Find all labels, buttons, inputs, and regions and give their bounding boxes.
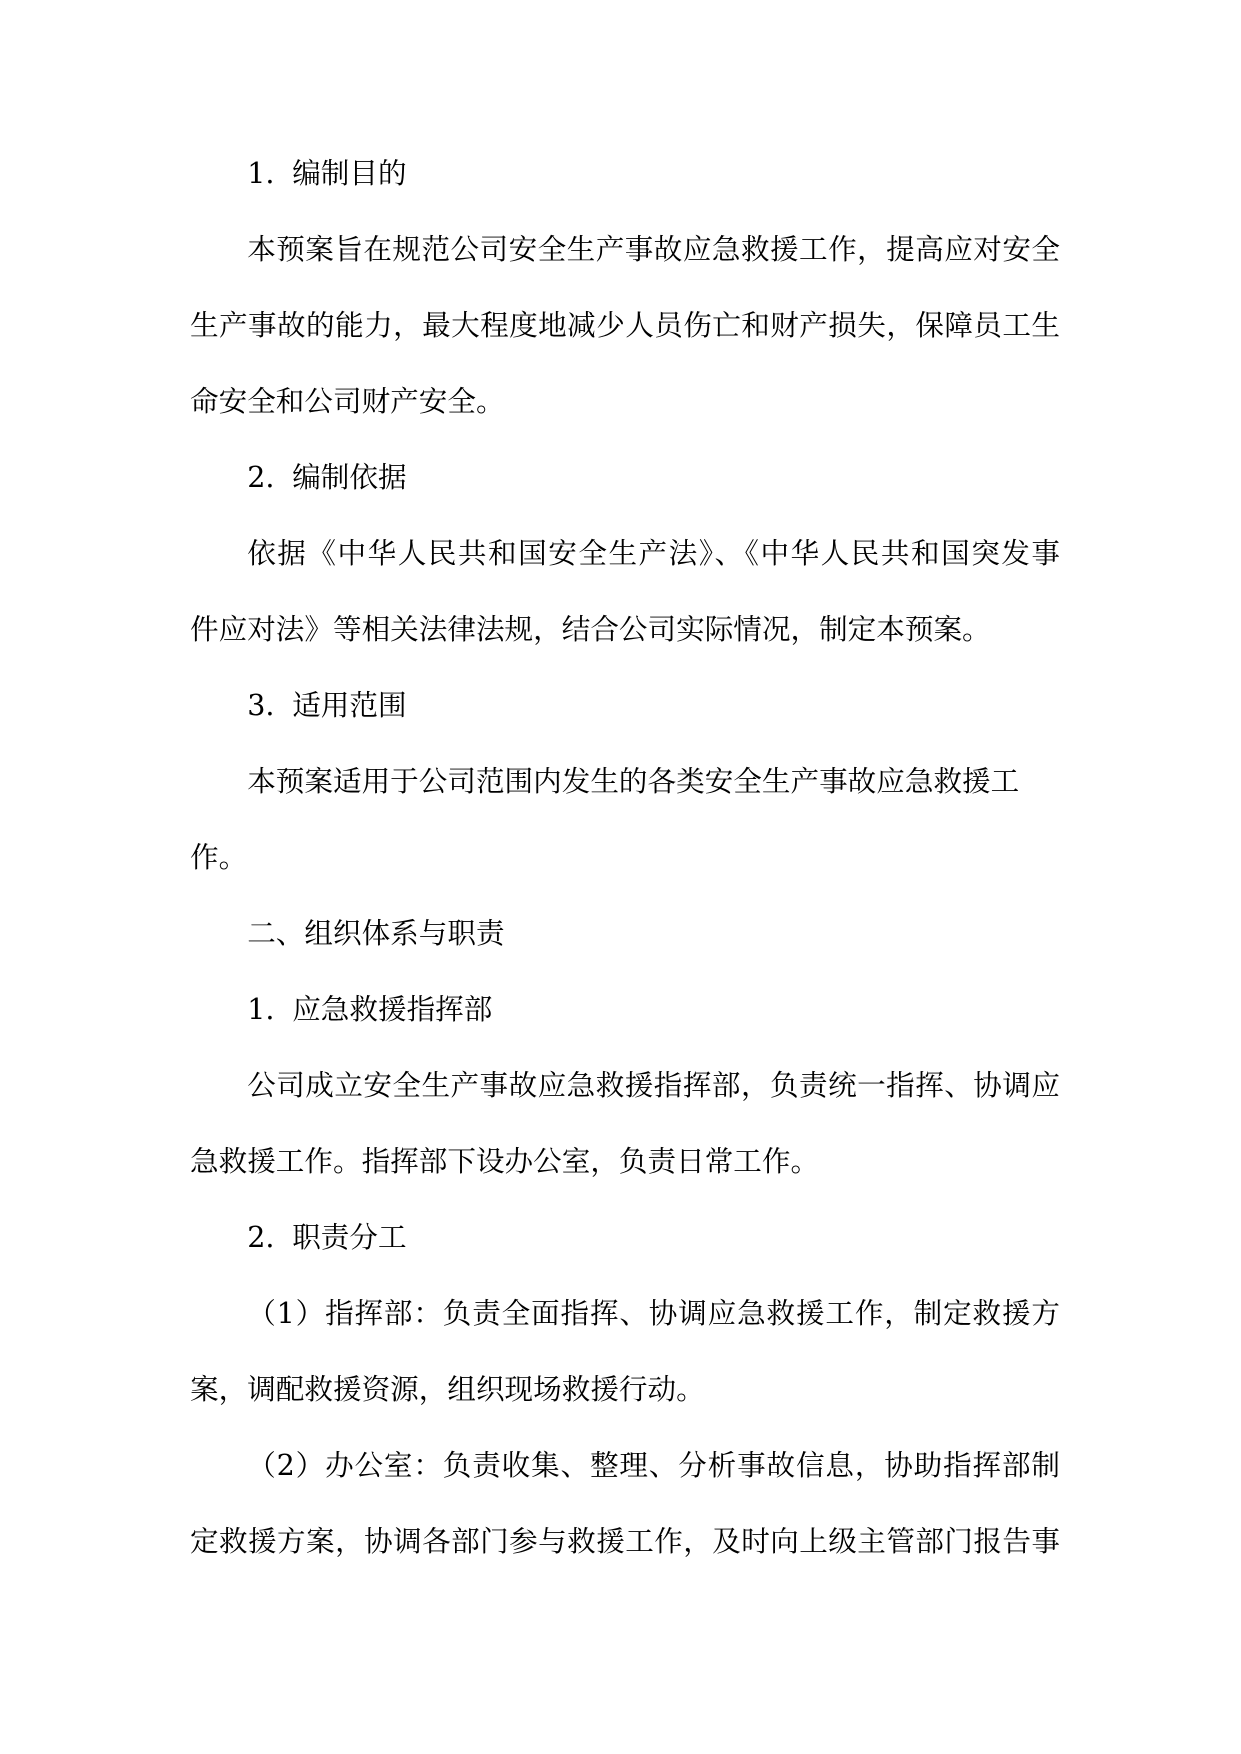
heading-number: 3. [247,688,275,722]
paragraph-line: 公司成立安全生产事故应急救援指挥部，负责统一指挥、协调应 [247,1068,1060,1102]
paragraph-line: 本预案适用于公司范围内发生的各类安全生产事故应急救援工 [247,764,1020,798]
heading-basis [190,439,1060,515]
document-body [190,135,1060,1579]
duty-item-line: 案，调配救援资源，组织现场救援行动。 [190,1372,705,1406]
paragraph-line: 急救援工作。指挥部下设办公室，负责日常工作。 [190,1144,820,1178]
paragraph-line: 命安全和公司财产安全。 [190,384,505,418]
heading-duties [190,1199,1060,1275]
paragraph-line: 作。 [190,840,248,874]
duty-item-line: （1）指挥部：负责全面指挥、协调应急救援工作，制定救援方 [247,1296,1060,1330]
heading-title: 编制依据 [292,460,407,494]
paragraph-line: 依据《中华人民共和国安全生产法》、《中华人民共和国突发事 [247,536,1060,570]
section-heading: 二、组织体系与职责 [247,916,505,950]
heading-title: 应急救援指挥部 [292,992,493,1026]
heading-title: 编制目的 [292,156,407,190]
heading-number: 2. [247,460,275,494]
heading-scope [190,667,1060,743]
heading-purpose [190,135,1060,211]
heading-title: 适用范围 [292,688,407,722]
heading-number: 2. [247,1220,275,1254]
paragraph-line: 件应对法》等相关法律法规，结合公司实际情况，制定本预案。 [190,612,991,646]
duty-item-line: 定救援方案，协调各部门参与救援工作，及时向上级主管部门报告事 [190,1524,1060,1558]
heading-number: 1. [247,992,275,1026]
paragraph-line: 本预案旨在规范公司安全生产事故应急救援工作，提高应对安全 [247,232,1060,266]
paragraph-line: 生产事故的能力，最大程度地减少人员伤亡和财产损失，保障员工生 [190,308,1060,342]
heading-number: 1. [247,156,275,190]
duty-item-line: （2）办公室：负责收集、整理、分析事故信息，协助指挥部制 [247,1448,1060,1482]
heading-command [190,971,1060,1047]
heading-title: 职责分工 [292,1220,407,1254]
